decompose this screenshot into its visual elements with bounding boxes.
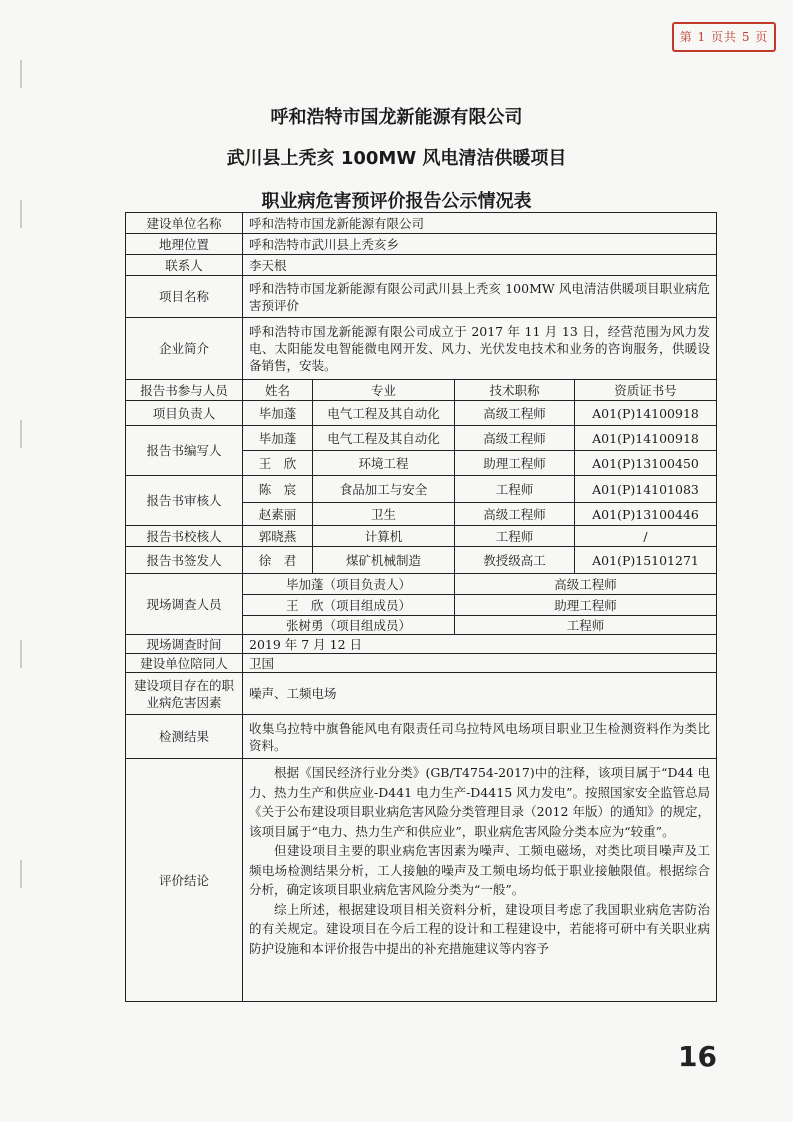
table-row [126,426,717,451]
person-name: 陈 宸 [243,476,313,503]
person-major: 计算机 [313,526,455,547]
person-title: 高级工程师 [455,426,575,451]
person-name: 毕加蓬 [243,426,313,451]
label-conclusion: 评价结论 [126,759,243,1002]
surveyor-name: 毕加蓬（项目负责人） [243,574,455,595]
disclosure-table [125,212,717,1002]
surveyor-title: 工程师 [455,616,717,635]
role-reviewer: 报告书审核人 [126,476,243,526]
person-major: 煤矿机械制造 [313,547,455,574]
value-conclusion [243,759,717,1002]
table-row [126,574,717,595]
person-name: 徐 君 [243,547,313,574]
value-location: 呼和浩特市武川县上秃亥乡 [243,234,717,255]
person-title: 教授级高工 [455,547,575,574]
person-cert: A01(P)14101083 [575,476,717,503]
surveyor-name: 张树勇（项目组成员） [243,616,455,635]
binding-mark [20,640,22,668]
label-survey-time: 现场调查时间 [126,635,243,654]
table-row [126,654,717,673]
surveyor-title: 助理工程师 [455,595,717,616]
binding-mark [20,420,22,448]
title-report: 职业病危害预评价报告公示情况表 [261,191,532,212]
role-lead: 项目负责人 [126,401,243,426]
person-title: 工程师 [455,476,575,503]
value-builder: 呼和浩特市国龙新能源有限公司 [243,213,717,234]
person-title: 助理工程师 [455,451,575,476]
person-name: 郭晓燕 [243,526,313,547]
label-location: 地理位置 [126,234,243,255]
label-intro: 企业简介 [126,318,243,380]
surveyor-name: 王 欣（项目组成员） [243,595,455,616]
table-row [126,673,717,715]
table-row [126,547,717,574]
value-hazards: 噪声、工频电场 [243,673,717,715]
label-project: 项目名称 [126,276,243,318]
person-cert: A01(P)13100446 [575,503,717,526]
title-company: 呼和浩特市国龙新能源有限公司 [270,107,523,128]
binding-mark [20,860,22,888]
label-builder: 建设单位名称 [126,213,243,234]
conclusion-paragraph: 根据《国民经济行业分类》(GB/T4754-2017)中的注释，该项目属于“D44 电力、热力生产和供应业-D441 电力生产-D4415 风力发电”。按照国家安全监管总局《关于公布建设项目职业病危害风险分类管理目录（2012 年版）的通知》的规定，该项目属于“电力、热力生产和供应业”，职业病危害风险分类本应为“较重”。 [249,765,711,839]
table-row [126,635,717,654]
table-row [126,526,717,547]
label-results: 检测结果 [126,715,243,759]
surveyor-title: 高级工程师 [455,574,717,595]
table-row [126,276,717,318]
label-escort: 建设单位陪同人 [126,654,243,673]
person-major: 食品加工与安全 [313,476,455,503]
header-name: 姓名 [243,380,313,401]
person-name: 王 欣 [243,451,313,476]
person-cert: A01(P)14100918 [575,401,717,426]
conclusion-paragraph: 但建设项目主要的职业病危害因素为噪声、工频电磁场，对类比项目噪声及工频电场检测结果分析，工人接触的噪声及工频电场均低于职业接触限值。根据综合分析，确定该项目职业病危害风险分类为“一般”。 [249,843,711,897]
value-results: 收集乌拉特中旗鲁能风电有限责任司乌拉特风电场项目职业卫生检测资料作为类比资料。 [243,715,717,759]
person-major: 环境工程 [313,451,455,476]
label-participants: 报告书参与人员 [126,380,243,401]
table-row [126,255,717,276]
person-title: 高级工程师 [455,401,575,426]
label-contact: 联系人 [126,255,243,276]
role-writer: 报告书编写人 [126,426,243,476]
person-cert: A01(P)13100450 [575,451,717,476]
title-project: 武川县上秃亥 100MW 风电清洁供暖项目 [226,148,567,169]
conclusion-paragraph: 综上所述，根据建设项目相关资料分析，建设项目考虑了我国职业病危害防治的有关规定。建设项目在今后工程的设计和工程建设中，若能将可研中有关职业病防护设施和本评价报告中提出的补充措施建议等内容予 [249,901,711,956]
table-row [126,380,717,401]
table-row [126,715,717,759]
value-contact: 李天根 [243,255,717,276]
binding-mark [20,60,22,88]
table-row [126,318,717,380]
header-major: 专业 [313,380,455,401]
label-hazards: 建设项目存在的职业病危害因素 [126,673,243,715]
role-checker: 报告书校核人 [126,526,243,547]
person-title: 工程师 [455,526,575,547]
value-escort: 卫国 [243,654,717,673]
person-name: 毕加蓬 [243,401,313,426]
table-row [126,401,717,426]
label-survey: 现场调查人员 [126,574,243,635]
person-cert: A01(P)14100918 [575,426,717,451]
person-name: 赵素丽 [243,503,313,526]
table-row [126,759,717,1002]
role-issuer: 报告书签发人 [126,547,243,574]
value-project: 呼和浩特市国龙新能源有限公司武川县上秃亥 100MW 风电清洁供暖项目职业病危害预评价 [243,276,717,318]
header-cert: 资质证书号 [575,380,717,401]
table-row [126,234,717,255]
value-survey-time: 2019 年 7 月 12 日 [243,635,717,654]
person-major: 卫生 [313,503,455,526]
table-row [126,476,717,503]
person-major: 电气工程及其自动化 [313,401,455,426]
person-major: 电气工程及其自动化 [313,426,455,451]
person-cert: A01(P)15101271 [575,547,717,574]
header-title: 技术职称 [455,380,575,401]
table-row [126,213,717,234]
person-title: 高级工程师 [455,503,575,526]
page-stamp: 第 1 页共 5 页 [672,22,776,52]
value-intro: 呼和浩特市国龙新能源有限公司成立于 2017 年 11 月 13 日，经营范围为风力发电、太阳能发电智能微电网开发、风力、光伏发电技术和业务的咨询服务，供暖设备销售，安装。 [243,318,717,380]
person-cert: / [575,526,717,547]
page-number: 16 [678,1040,717,1073]
